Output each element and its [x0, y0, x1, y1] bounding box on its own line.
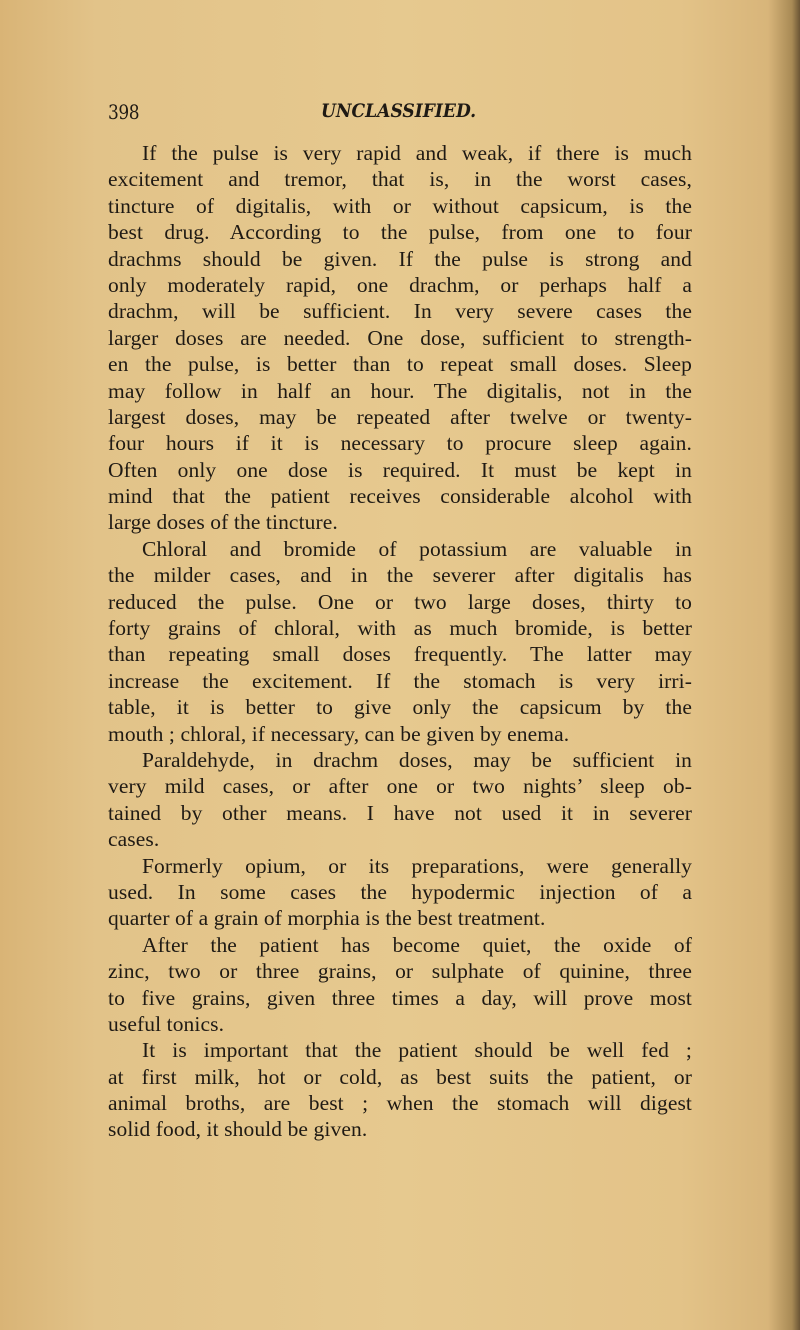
paragraph — [108, 1037, 692, 1143]
text-line: drachm, will be sufficient. In very severe cases the — [108, 299, 692, 324]
paragraph — [108, 932, 692, 1038]
text-line: zinc, two or three grains, or sulphate of quinine, three — [108, 959, 692, 984]
text-line: used. In some cases the hypodermic injection of a — [108, 879, 692, 904]
text-line: table, it is better to give only the capsicum by the — [108, 695, 692, 720]
text-line: cases. — [108, 827, 160, 852]
text-line: to five grains, given three times a day, will prove most — [108, 985, 692, 1010]
text-line: excitement and tremor, that is, in the worst cases, — [108, 167, 692, 192]
text-line: mind that the patient receives considerable alcohol with — [108, 484, 692, 509]
text-line: Formerly opium, or its preparations, were generally — [142, 853, 692, 878]
text-line: mouth ; chloral, if necessary, can be given by enema. — [108, 721, 570, 746]
text-line: After the patient has become quiet, the oxide of — [142, 932, 692, 957]
text-line: animal broths, are best ; when the stomach will digest — [108, 1091, 692, 1116]
text-line: increase the excitement. If the stomach is very irri- — [108, 668, 692, 693]
text-line: useful tonics. — [108, 1011, 225, 1036]
text-line: tincture of digitalis, with or without capsicum, is the — [108, 193, 692, 218]
running-title: UNCLASSIFIED. — [321, 100, 477, 122]
paragraph — [108, 536, 692, 747]
text-line: It is important that the patient should be well fed ; — [142, 1038, 692, 1063]
text-line: forty grains of chloral, with as much bromide, is better — [108, 616, 692, 641]
text-line: drachms should be given. If the pulse is strong and — [108, 246, 692, 271]
text-line: Chloral and bromide of potassium are valuable in — [142, 536, 692, 561]
paragraph — [108, 747, 692, 853]
text-line: Paraldehyde, in drachm doses, may be sufficient in — [142, 747, 692, 772]
text-line: best drug. According to the pulse, from one to four — [108, 220, 692, 245]
text-line: Often only one dose is required. It must be kept in — [108, 457, 692, 482]
text-line: may follow in half an hour. The digitalis, not in the — [108, 378, 692, 403]
paragraph — [108, 853, 692, 932]
paragraph — [108, 140, 692, 536]
page-number: 398 — [108, 100, 140, 124]
text-line: en the pulse, is better than to repeat small doses. Sleep — [108, 352, 692, 377]
page-header — [108, 100, 692, 130]
text-line: quarter of a grain of morphia is the best treatment. — [108, 906, 546, 931]
text-line: only moderately rapid, one drachm, or perhaps half a — [108, 272, 692, 297]
text-line: reduced the pulse. One or two large doses, thirty to — [108, 589, 692, 614]
text-line: larger doses are needed. One dose, sufficient to strength- — [108, 325, 692, 350]
text-line: If the pulse is very rapid and weak, if there is much — [142, 141, 692, 165]
text-line: largest doses, may be repeated after twelve or twenty- — [108, 404, 692, 429]
text-line: large doses of the tincture. — [108, 510, 338, 535]
text-line: tained by other means. I have not used it in severer — [108, 800, 692, 825]
text-line: the milder cases, and in the severer after digitalis has — [108, 563, 692, 588]
text-line: than repeating small doses frequently. The latter may — [108, 642, 692, 667]
text-line: at first milk, hot or cold, as best suits the patient, or — [108, 1064, 692, 1089]
text-line: solid food, it should be given. — [108, 1117, 368, 1142]
text-line: very mild cases, or after one or two nights’ sleep ob- — [108, 774, 692, 799]
body-text — [108, 140, 692, 1143]
text-line: four hours if it is necessary to procure sleep again. — [108, 431, 692, 456]
